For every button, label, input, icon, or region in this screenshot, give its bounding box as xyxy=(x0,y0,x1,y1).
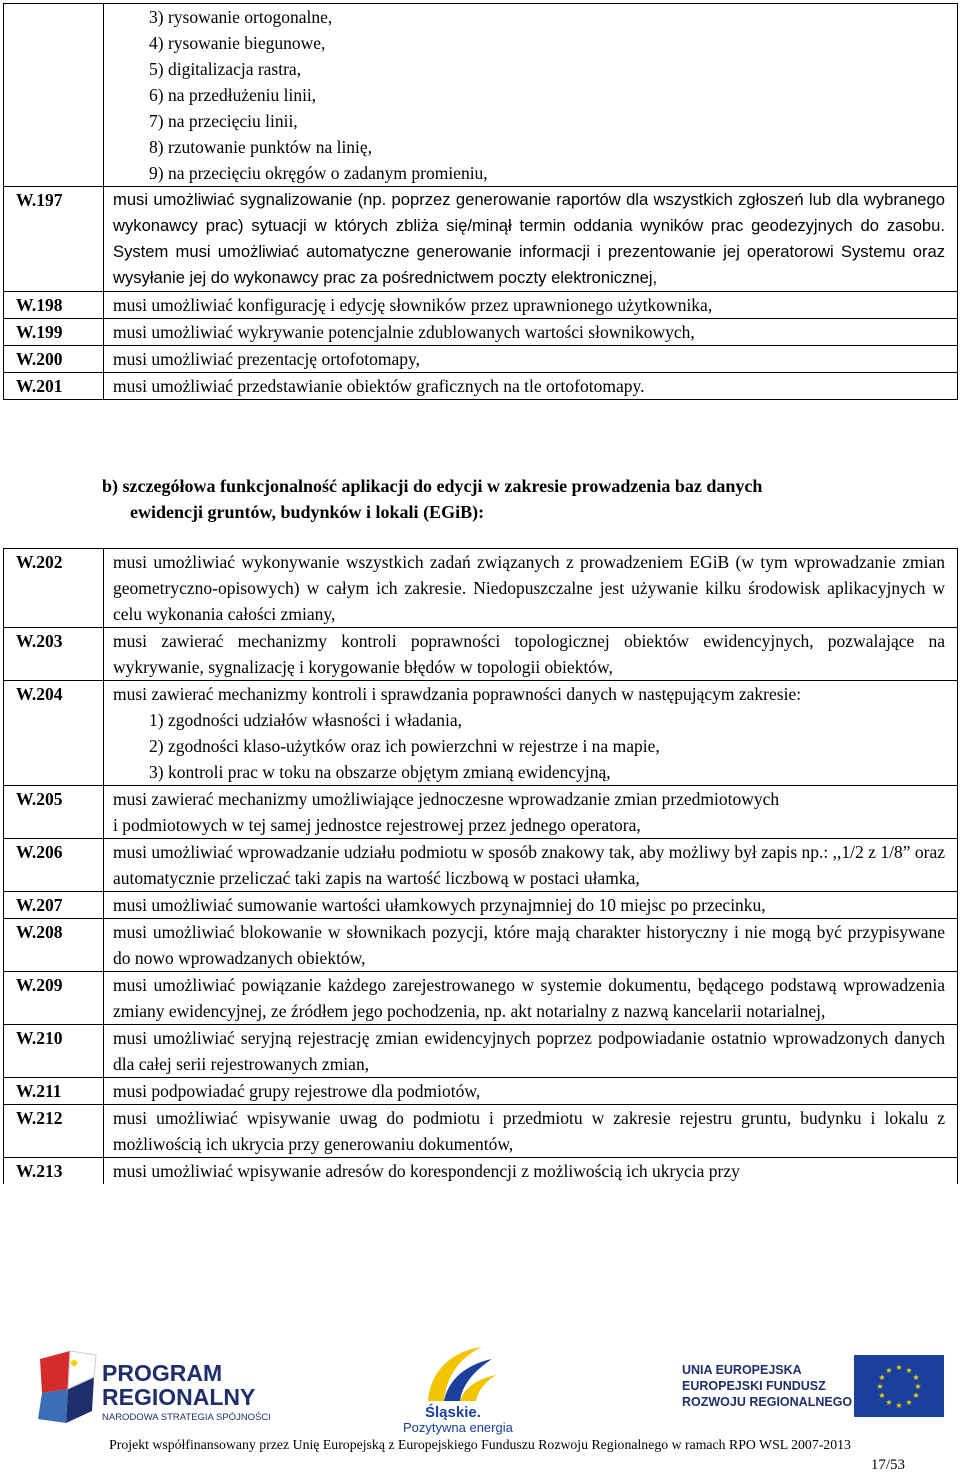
slaskie-line1: Śląskie. xyxy=(425,1404,481,1421)
section-heading-line2: ewidencji gruntów, budynków i lokali (EGiB): xyxy=(130,502,485,522)
svg-text:★: ★ xyxy=(912,1373,920,1382)
list-item: 2) zgodności klaso-użytków oraz ich powierzchni w rejestrze i na mapie, xyxy=(149,736,660,756)
list-item: 1) zgodności udziałów własności i władania, xyxy=(149,710,462,730)
requirement-id: W.211 xyxy=(4,1078,104,1105)
slaskie-swirl-icon xyxy=(420,1343,500,1405)
svg-text:★: ★ xyxy=(895,1363,903,1372)
requirement-id: W.208 xyxy=(4,919,104,972)
requirement-id: W.207 xyxy=(4,892,104,919)
list-item: 4) rysowanie biegunowe, xyxy=(149,33,326,53)
eu-logo xyxy=(682,1355,944,1425)
requirement-text: musi umożliwiać wprowadzanie udziału podmiotu w sposób znakowy tak, aby możliwy był zapis np.: ,,1/2 z 1/8” oraz automatycznie przeliczać taki zapis na wartość liczbową w postaci ułamka, xyxy=(104,839,958,892)
requirement-id: W.197 xyxy=(4,187,104,292)
requirement-text: musi zawierać mechanizmy kontroli poprawności topologicznej obiektów ewidencyjnych, pozwalające na wykrywanie, sygnalizację i korygowanie błędów w topologii obiektów, xyxy=(104,628,958,681)
table-row xyxy=(4,1105,958,1158)
svg-text:★: ★ xyxy=(905,1398,913,1407)
list-item: 3) rysowanie ortogonalne, xyxy=(149,7,333,27)
id-cell xyxy=(4,4,104,187)
slaskie-line2: Pozytywna energia xyxy=(403,1420,513,1435)
table-row xyxy=(4,681,958,786)
svg-text:★: ★ xyxy=(876,1382,884,1391)
table-row xyxy=(4,187,958,292)
footer-logos xyxy=(0,1343,960,1438)
requirement-text-continued: i podmiotowych w tej samej jednostce rejestrowej przez jednego operatora, xyxy=(113,815,641,835)
section-heading-line1: b) szczegółowa funkcjonalność aplikacji do edycji w zakresie prowadzenia baz danych xyxy=(102,476,763,496)
requirement-id: W.210 xyxy=(4,1025,104,1078)
table-row xyxy=(4,839,958,892)
table-row xyxy=(4,319,958,346)
list-item: 3) kontroli prac w toku na obszarze objętym zmianą ewidencyjną, xyxy=(149,762,611,782)
svg-text:★: ★ xyxy=(885,1366,893,1375)
svg-text:★: ★ xyxy=(885,1398,893,1407)
requirement-id: W.199 xyxy=(4,319,104,346)
requirement-id: W.202 xyxy=(4,549,104,628)
requirement-text: musi umożliwiać wpisywanie uwag do podmiotu i przedmiotu w zakresie rejestru gruntu, budynku i lokalu z możliwością ich ukrycia przy generowaniu dokumentów, xyxy=(104,1105,958,1158)
table-row xyxy=(4,1025,958,1078)
requirements-table-2 xyxy=(3,548,958,1184)
requirement-text: musi umożliwiać prezentację ortofotomapy, xyxy=(104,346,958,373)
requirement-id: W.198 xyxy=(4,292,104,319)
requirement-id: W.205 xyxy=(4,786,104,839)
requirement-id: W.201 xyxy=(4,373,104,400)
list-item: 9) na przecięciu okręgów o zadanym promieniu, xyxy=(149,163,488,183)
table-row xyxy=(4,972,958,1025)
slaskie-logo xyxy=(385,1343,535,1435)
requirement-text: musi umożliwiać powiązanie każdego zarejestrowanego w systemie dokumentu, będącego podstawą wprowadzenia zmiany ewidencyjnej, ze źródłem jego pochodzenia, np. akt notarialny z nazwą kancelarii notarialnej, xyxy=(104,972,958,1025)
requirements-table-1 xyxy=(3,3,958,400)
requirement-text: musi umożliwiać seryjną rejestrację zmian ewidencyjnych poprzez podpowiadanie ostatnio wprowadzonych danych dla całej serii rejestrowanych zmian, xyxy=(104,1025,958,1078)
program-regionalny-line3: NARODOWA STRATEGIA SPÓJNOŚCI xyxy=(102,1412,271,1423)
requirement-text: musi zawierać mechanizmy kontroli i sprawdzania poprawności danych w następującym zakresie: xyxy=(113,684,802,704)
requirement-text: musi umożliwiać blokowanie w słownikach pozycji, które mają charakter historyczny i nie mogą być przypisywane do nowo wprowadzanych obiektów, xyxy=(104,919,958,972)
svg-text:★: ★ xyxy=(914,1382,922,1391)
requirement-id: W.212 xyxy=(4,1105,104,1158)
table-row xyxy=(4,373,958,400)
svg-text:★: ★ xyxy=(878,1391,886,1400)
requirement-text: musi umożliwiać przedstawianie obiektów graficznych na tle ortofotomapy. xyxy=(104,373,958,400)
requirement-text: musi umożliwiać sumowanie wartości ułamkowych przynajmniej do 10 miejsc po przecinku, xyxy=(104,892,958,919)
table-row xyxy=(4,549,958,628)
requirement-cell xyxy=(104,681,958,786)
table-row xyxy=(4,346,958,373)
table-row xyxy=(4,892,958,919)
table-row xyxy=(4,628,958,681)
requirement-cell xyxy=(104,786,958,839)
svg-text:★: ★ xyxy=(878,1373,886,1382)
list-item: 5) digitalizacja rastra, xyxy=(149,59,302,79)
requirement-text: musi umożliwiać sygnalizowanie (np. poprzez generowanie raportów dla wszystkich zgłoszeń lub dla wybranego wykonawcy prac) sytuacji w których zbliża się/minął termin oddania wyników prac geodezyjnych do zasobu. System musi umożliwiać automatyczne generowanie informacji i prezentowanie jej operatorowi Systemu oraz wysyłanie jej do wykonawcy prac za pośrednictwem poczty elektronicznej, xyxy=(104,187,958,292)
list-item: 6) na przedłużeniu linii, xyxy=(149,85,317,105)
table-row xyxy=(4,292,958,319)
requirement-id: W.213 xyxy=(4,1158,104,1185)
table-row xyxy=(4,786,958,839)
requirement-text: musi umożliwiać konfigurację i edycję słowników przez uprawnionego użytkownika, xyxy=(104,292,958,319)
requirement-text: musi umożliwiać wykrywanie potencjalnie zdublowanych wartości słownikowych, xyxy=(104,319,958,346)
requirement-text: musi umożliwiać wykonywanie wszystkich zadań związanych z prowadzeniem EGiB (w tym wprowadzanie zmian geometryczno-opisowych) w całym ich zakresie. Niedopuszczalne jest używanie kilku środowisk aplikacyjnych w celu wykonania całości zmiany, xyxy=(104,549,958,628)
list-cell xyxy=(104,4,958,187)
requirement-id: W.209 xyxy=(4,972,104,1025)
eu-flag-icon xyxy=(854,1355,944,1417)
eu-logo-line2: EUROPEJSKI FUNDUSZ xyxy=(682,1379,826,1393)
program-regionalny-line2: REGIONALNY xyxy=(102,1384,256,1410)
requirement-text: musi zawierać mechanizmy umożliwiające jednoczesne wprowadzanie zmian przedmiotowych xyxy=(113,789,780,809)
list-item: 7) na przecięciu linii, xyxy=(149,111,298,131)
svg-text:★: ★ xyxy=(905,1366,913,1375)
page-number: 17/53 xyxy=(870,1457,905,1473)
requirement-id: W.203 xyxy=(4,628,104,681)
svg-text:★: ★ xyxy=(912,1391,920,1400)
requirement-id: W.204 xyxy=(4,681,104,786)
requirement-text: musi umożliwiać wpisywanie adresów do korespondencji z możliwością ich ukrycia przy xyxy=(104,1158,958,1185)
list-item: 8) rzutowanie punktów na linię, xyxy=(149,137,373,157)
program-regionalny-line1: PROGRAM xyxy=(102,1360,223,1386)
eu-logo-line1: UNIA EUROPEJSKA xyxy=(682,1363,802,1377)
table-row xyxy=(4,1078,958,1105)
eu-logo-line3: ROZWOJU REGIONALNEGO xyxy=(682,1395,853,1409)
program-regionalny-logo xyxy=(30,1349,320,1433)
table-row xyxy=(4,919,958,972)
requirement-id: W.206 xyxy=(4,839,104,892)
section-heading xyxy=(102,473,952,525)
requirement-id: W.200 xyxy=(4,346,104,373)
footer-caption: Projekt współfinansowany przez Unię Europejską z Europejskiego Funduszu Rozwoju Regionalnego w ramach RPO WSL 2007-2013 xyxy=(109,1437,851,1452)
svg-text:★: ★ xyxy=(895,1401,903,1410)
program-regionalny-emblem-icon xyxy=(30,1349,100,1429)
table-row xyxy=(4,4,958,187)
table-row xyxy=(4,1158,958,1185)
requirement-text: musi podpowiadać grupy rejestrowe dla podmiotów, xyxy=(104,1078,958,1105)
